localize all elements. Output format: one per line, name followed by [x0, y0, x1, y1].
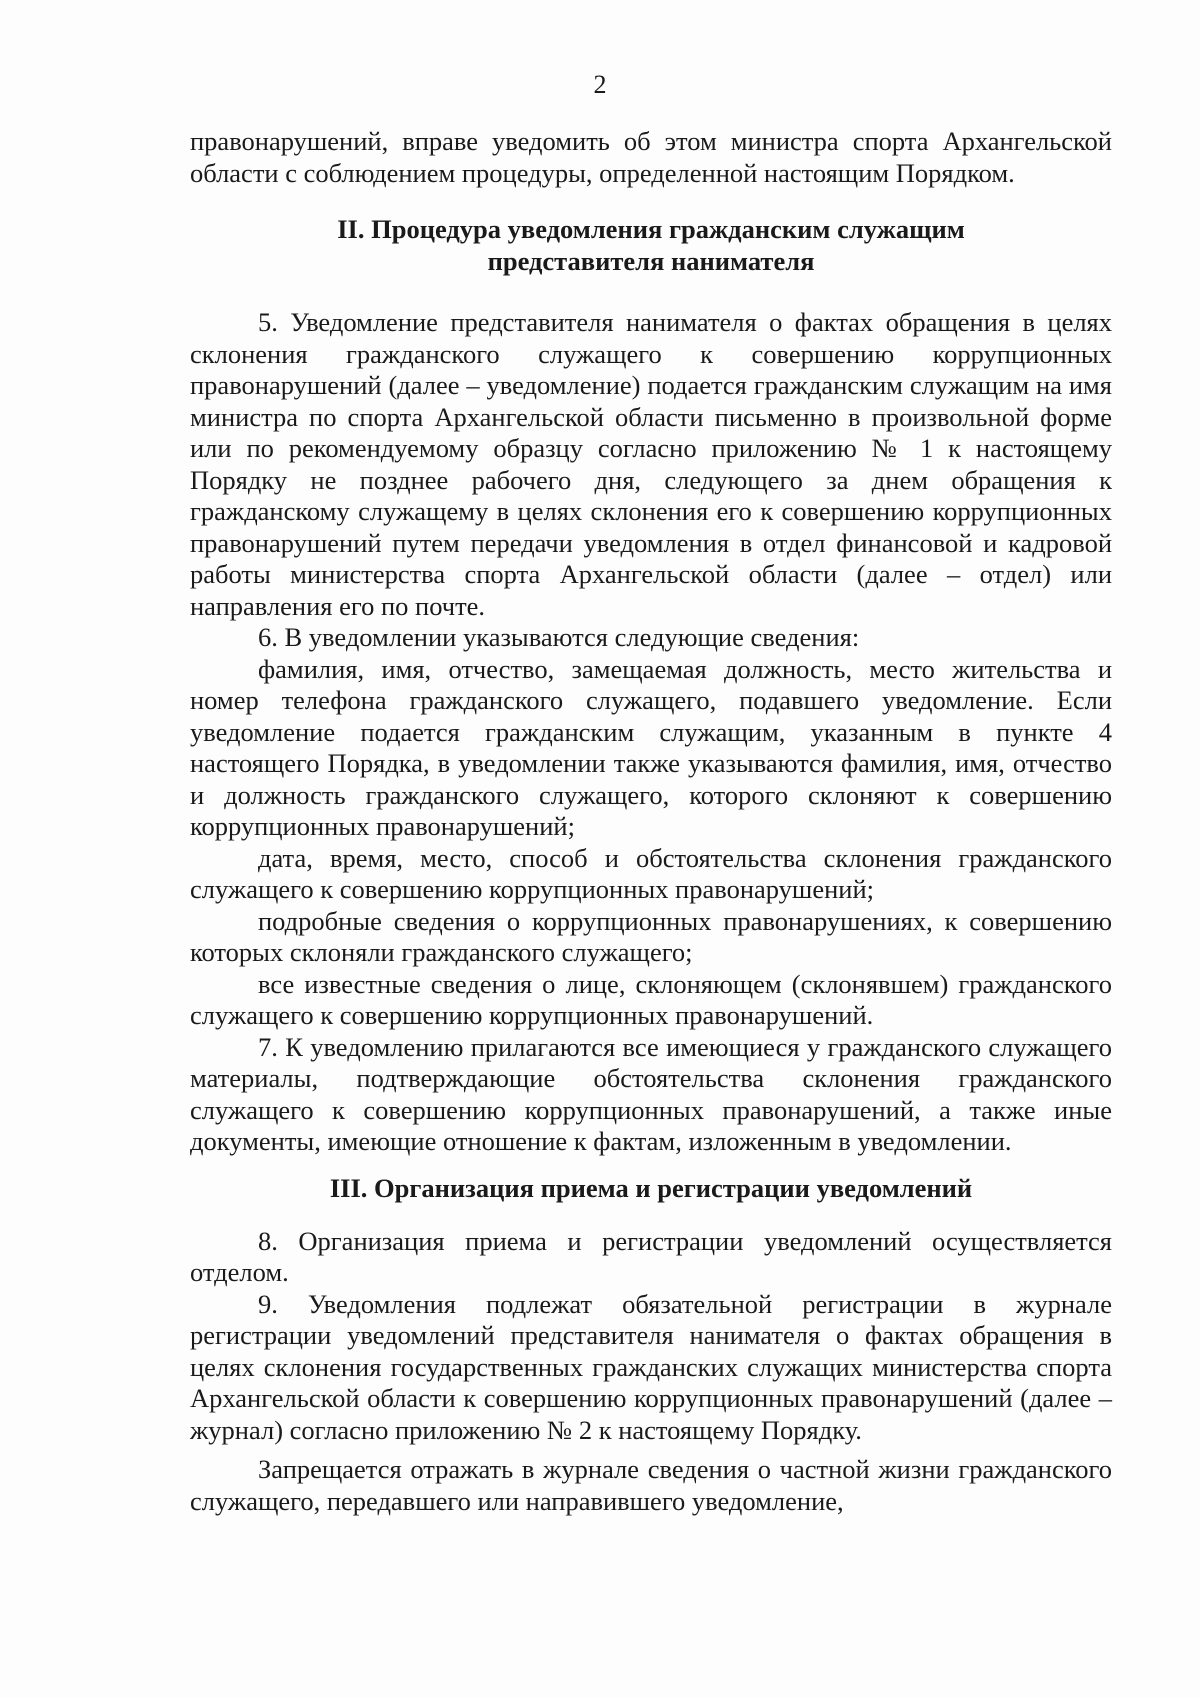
paragraph-8: 8. Организация приема и регистрации уведомлений осуществляется отделом. — [190, 1225, 1112, 1287]
document-body — [190, 126, 1112, 1517]
paragraph-9: 9. Уведомления подлежат обязательной регистрации в журнале регистрации уведомлений представителя нанимателя о фактах обращения в целях склонения государственных гражданских служащих министерства спорта Архангельской области к совершению коррупционных правонарушений (далее – журнал) согласно приложению № 2 к настоящему Порядку. — [190, 1288, 1112, 1445]
section-3-title: III. Организация приема и регистрации уведомлений — [329, 1172, 973, 1203]
paragraph-5: 5. Уведомление представителя нанимателя о фактах обращения в целях склонения гражданского служащего к совершению коррупционных правонарушений (далее – уведомление) подается гражданским служащим на имя министра по спорта Архангельской области письменно в произвольной форме или по рекомендуемому образцу согласно приложению № 1 к настоящему Порядку не позднее рабочего дня, следующего за днем обращения к гражданскому служащему в целях склонения его к совершению коррупционных правонарушений путем передачи уведомления в отдел финансовой и кадровой работы министерства спорта Архангельской области (далее – отдел) или направления его по почте. — [190, 307, 1112, 621]
paragraph-prohibition: Запрещается отражать в журнале сведения о частной жизни гражданского служащего, передавшего или направившего уведомление, — [190, 1454, 1112, 1516]
intro-paragraph: правонарушений, вправе уведомить об этом министра спорта Архангельской области с соблюдением процедуры, определенной настоящим Порядком. — [190, 126, 1112, 188]
paragraph-6-item-1: фамилия, имя, отчество, замещаемая должность, место жительства и номер телефона гражданского служащего, подавшего уведомление. Если уведомление подается гражданским служащим, указанным в пункте 4 настоящего Порядка, в уведомлении также указываются фамилия, имя, отчество и должность гражданского служащего, которого склоняют к совершению коррупционных правонарушений; — [190, 653, 1112, 841]
paragraph-6-item-4: все известные сведения о лице, склоняющем (склонявшем) гражданского служащего к совершению коррупционных правонарушений. — [190, 968, 1112, 1030]
paragraph-7: 7. К уведомлению прилагаются все имеющиеся у гражданского служащего материалы, подтверждающие обстоятельства склонения гражданского служащего к совершению коррупционных правонарушений, а также иные документы, имеющие отношение к фактам, изложенным в уведомлении. — [190, 1031, 1112, 1156]
paragraph-6: 6. В уведомлении указываются следующие сведения: — [258, 622, 860, 652]
paragraph-6-item-2: дата, время, место, способ и обстоятельства склонения гражданского служащего к совершению коррупционных правонарушений; — [190, 842, 1112, 904]
section-2-title-line-2: представителя нанимателя — [487, 246, 815, 276]
page-number: 2 — [593, 70, 607, 99]
paragraph-6-item-3: подробные сведения о коррупционных правонарушениях, к совершению которых склоняли гражданского служащего; — [190, 905, 1112, 967]
section-2-title-line-1: II. Процедура уведомления гражданским служащим — [337, 214, 965, 244]
